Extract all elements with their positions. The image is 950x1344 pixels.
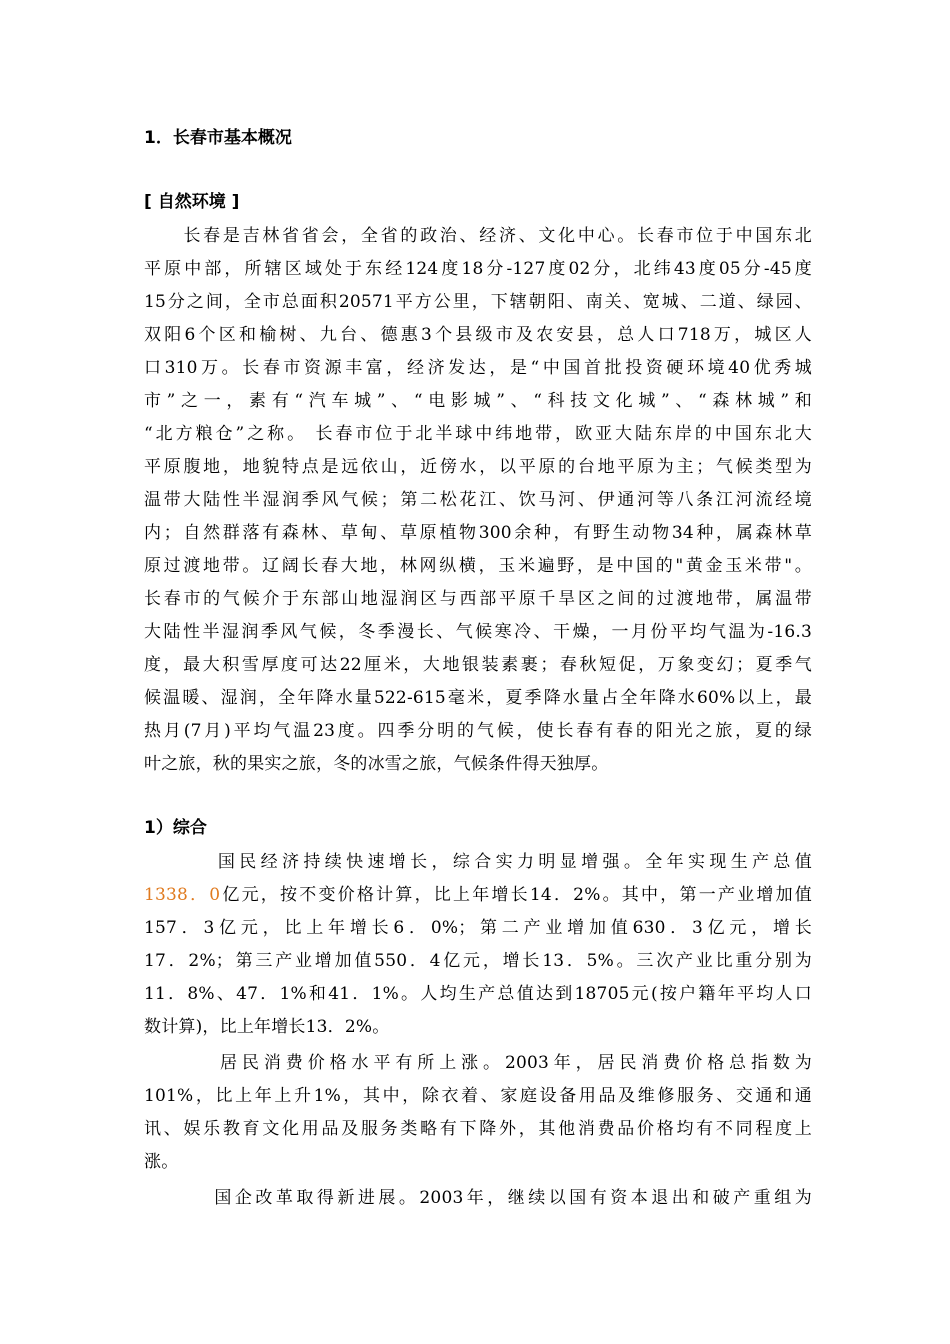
text-line: 度，最大积雪厚度可达22厘米，大地银装素裹；春秋短促，万象变幻；夏季气 xyxy=(144,655,812,675)
text-line: 11．8%、47．1%和41．1%。人均生产总值达到18705元(按户籍年平均人口 xyxy=(144,984,812,1004)
text-line: 平原腹地，地貌特点是远依山，近傍水，以平原的台地平原为主；气候类型为 xyxy=(144,457,812,477)
text-line: 长春是吉林省省会，全省的政治、经济、文化中心。长春市位于中国东北 xyxy=(144,226,812,246)
text-line: 涨。 xyxy=(144,1152,179,1172)
text-line: 讯、娱乐教育文化用品及服务类略有下降外，其他消费品价格均有不同程度上 xyxy=(144,1119,812,1139)
text-line: 内；自然群落有森林、草甸、草原植物300余种，有野生动物34种，属森林草 xyxy=(144,523,812,543)
highlighted-gdp-value: 1338．0 xyxy=(144,885,221,905)
text-line: 市”之一，素有“汽车城”、“电影城”、“科技文化城”、“森林城”和 xyxy=(144,391,812,411)
text-line: 15分之间，全市总面积20571平方公里，下辖朝阳、南关、宽城、二道、绿园、 xyxy=(144,292,812,312)
text-line: 17．2%；第三产业增加值550．4亿元，增长13．5%。三次产业比重分别为 xyxy=(144,951,812,971)
section-heading-general: 1）综合 xyxy=(144,818,207,838)
section-heading-natural-environment: [ 自然环境 ] xyxy=(144,192,240,212)
text-line xyxy=(144,883,812,907)
text-line: 大陆性半湿润季风气候，冬季漫长、气候寒冷、干燥，一月份平均气温为-16.3 xyxy=(144,622,812,642)
text-line: 原过渡地带。辽阔长春大地，林网纵横，玉米遍野，是中国的"黄金玉米带"。 xyxy=(144,556,812,576)
text-line: 157．3亿元，比上年增长6．0%；第二产业增加值630．3亿元，增长 xyxy=(144,918,812,938)
text-line: 国企改革取得新进展。2003年，继续以国有资本退出和破产重组为 xyxy=(144,1188,812,1208)
text-line: 叶之旅，秋的果实之旅，冬的冰雪之旅，气候条件得天独厚。 xyxy=(144,754,609,774)
text-line: 101%，比上年上升1%，其中，除衣着、家庭设备用品及维修服务、交通和通 xyxy=(144,1086,812,1106)
text-line: 候温暖、湿润，全年降水量522-615毫米，夏季降水量占全年降水60%以上，最 xyxy=(144,688,812,708)
text-line: 口310万。长春市资源丰富，经济发达，是“中国首批投资硬环境40优秀城 xyxy=(144,358,812,378)
text-line: 温带大陆性半湿润季风气候；第二松花江、饮马河、伊通河等八条江河流经境 xyxy=(144,490,812,510)
text-line: 数计算)，比上年增长13．2%。 xyxy=(144,1017,390,1037)
text-line: 双阳6个区和榆树、九台、德惠3个县级市及农安县，总人口718万，城区人 xyxy=(144,325,812,345)
text-line: 平原中部，所辖区域处于东经124度18分-127度02分，北纬43度05分-45度 xyxy=(144,259,812,279)
text-fragment: 亿元，按不变价格计算，比上年增长14．2%。其中，第一产业增加值 xyxy=(220,885,813,905)
text-line: 长春市的气候介于东部山地湿润区与西部平原千旱区之间的过渡地带，属温带 xyxy=(144,589,812,609)
text-line: 国民经济持续快速增长，综合实力明显增强。全年实现生产总值 xyxy=(144,852,812,872)
page-title: 1．长春市基本概况 xyxy=(144,128,292,148)
text-line: 热月(7月)平均气温23度。四季分明的气候，使长春有春的阳光之旅，夏的绿 xyxy=(144,721,812,741)
text-line: “北方粮仓”之称。 长春市位于北半球中纬地带，欧亚大陆东岸的中国东北大 xyxy=(144,424,812,444)
text-line: 居民消费价格水平有所上涨。2003年，居民消费价格总指数为 xyxy=(144,1053,812,1073)
